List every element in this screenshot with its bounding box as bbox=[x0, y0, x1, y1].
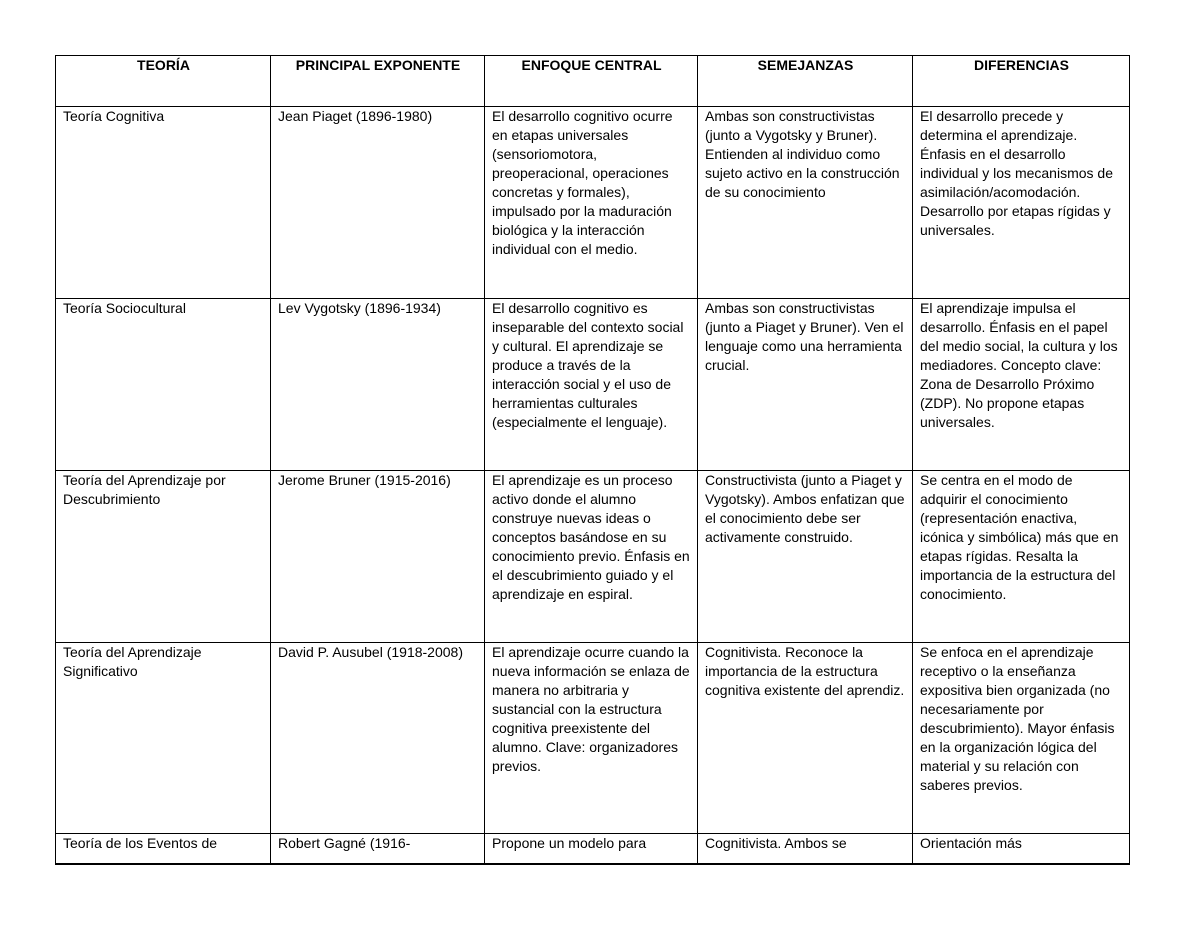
header-differences: DIFERENCIAS bbox=[913, 56, 1130, 107]
theories-comparison-table bbox=[55, 55, 1130, 865]
cell-similarities: Constructivista (junto a Piaget y Vygotsky). Ambos enfatizan que el conocimiento debe ser activamente construido. bbox=[698, 471, 913, 643]
header-theory: TEORÍA bbox=[56, 56, 271, 107]
header-similarities: SEMEJANZAS bbox=[698, 56, 913, 107]
cell-exponent: David P. Ausubel (1918-2008) bbox=[271, 643, 485, 834]
cell-exponent: Jean Piaget (1896-1980) bbox=[271, 107, 485, 299]
cell-focus: Propone un modelo para bbox=[485, 834, 698, 865]
cell-theory: Teoría Cognitiva bbox=[56, 107, 271, 299]
cell-similarities: Cognitivista. Reconoce la importancia de la estructura cognitiva existente del aprendiz. bbox=[698, 643, 913, 834]
cell-exponent: Jerome Bruner (1915-2016) bbox=[271, 471, 485, 643]
header-principal-exponent: PRINCIPAL EXPONENTE bbox=[271, 56, 485, 107]
table-row bbox=[56, 107, 1130, 299]
cell-differences: Se centra en el modo de adquirir el conocimiento (representación enactiva, icónica y simbólica) más que en etapas rígidas. Resalta la importancia de la estructura del conocimiento. bbox=[913, 471, 1130, 643]
cell-similarities: Ambas son constructivistas (junto a Piaget y Bruner). Ven el lenguaje como una herramienta crucial. bbox=[698, 299, 913, 471]
table-row bbox=[56, 471, 1130, 643]
cell-similarities: Ambas son constructivistas (junto a Vygotsky y Bruner). Entienden al individuo como sujeto activo en la construcción de su conocimiento bbox=[698, 107, 913, 299]
cell-exponent: Lev Vygotsky (1896-1934) bbox=[271, 299, 485, 471]
cell-theory: Teoría del Aprendizaje Significativo bbox=[56, 643, 271, 834]
cell-focus: El desarrollo cognitivo es inseparable del contexto social y cultural. El aprendizaje se produce a través de la interacción social y el uso de herramientas culturales (especialmente el lenguaje). bbox=[485, 299, 698, 471]
cell-theory: Teoría del Aprendizaje por Descubrimiento bbox=[56, 471, 271, 643]
cell-differences: Se enfoca en el aprendizaje receptivo o la enseñanza expositiva bien organizada (no necesariamente por descubrimiento). Mayor énfasis en la organización lógica del material y su relación con saberes previos. bbox=[913, 643, 1130, 834]
cell-focus: El aprendizaje es un proceso activo donde el alumno construye nuevas ideas o conceptos basándose en su conocimiento previo. Énfasis en el descubrimiento guiado y el aprendizaje en espiral. bbox=[485, 471, 698, 643]
cell-exponent: Robert Gagné (1916- bbox=[271, 834, 485, 865]
cell-similarities: Cognitivista. Ambos se bbox=[698, 834, 913, 865]
cell-differences: El aprendizaje impulsa el desarrollo. Énfasis en el papel del medio social, la cultura y los mediadores. Concepto clave: Zona de Desarrollo Próximo (ZDP). No propone etapas universales. bbox=[913, 299, 1130, 471]
cell-differences: El desarrollo precede y determina el aprendizaje. Énfasis en el desarrollo individual y los mecanismos de asimilación/acomodación. Desarrollo por etapas rígidas y universales. bbox=[913, 107, 1130, 299]
cell-focus: El aprendizaje ocurre cuando la nueva información se enlaza de manera no arbitraria y sustancial con la estructura cognitiva preexistente del alumno. Clave: organizadores previos. bbox=[485, 643, 698, 834]
cell-focus: El desarrollo cognitivo ocurre en etapas universales (sensoriomotora, preoperacional, operaciones concretas y formales), impulsado por la maduración biológica y la interacción individual con el medio. bbox=[485, 107, 698, 299]
cell-differences: Orientación más bbox=[913, 834, 1130, 865]
table-header-row bbox=[56, 56, 1130, 107]
cell-theory: Teoría Sociocultural bbox=[56, 299, 271, 471]
cell-theory: Teoría de los Eventos de bbox=[56, 834, 271, 865]
table-row bbox=[56, 643, 1130, 834]
header-central-focus: ENFOQUE CENTRAL bbox=[485, 56, 698, 107]
table-row bbox=[56, 299, 1130, 471]
table-row bbox=[56, 834, 1130, 865]
